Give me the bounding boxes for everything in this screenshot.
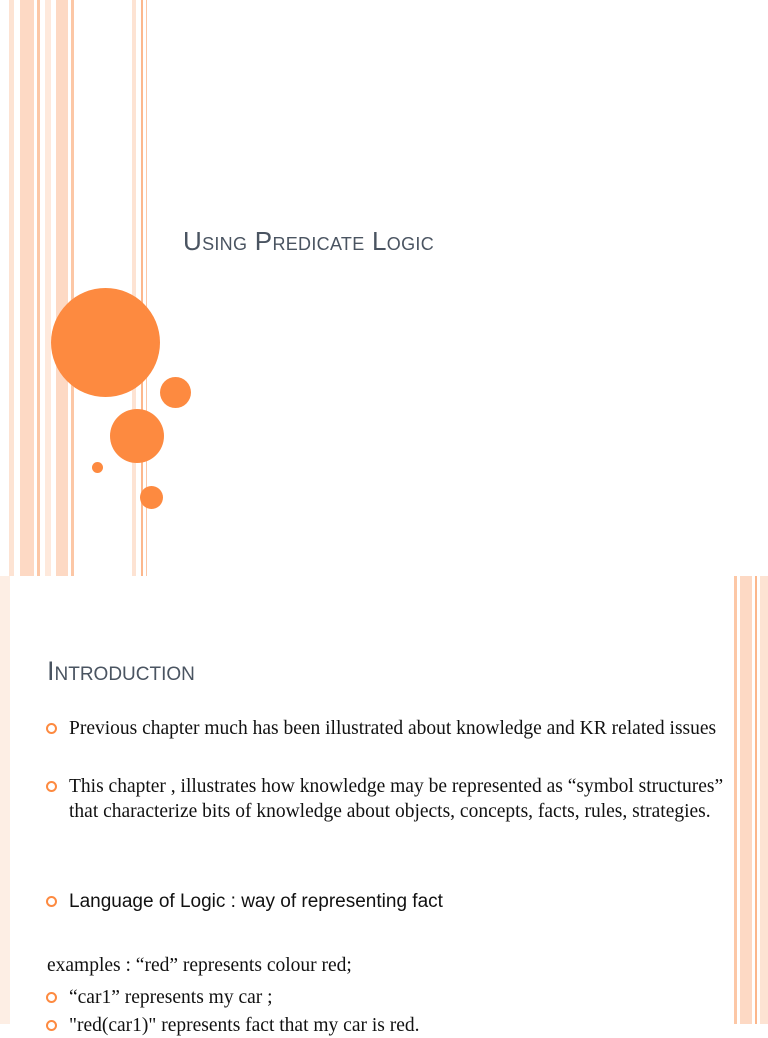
decor-stripe bbox=[37, 0, 40, 576]
decor-stripe bbox=[71, 0, 74, 576]
decor-circle-large bbox=[51, 288, 160, 397]
decor-stripe bbox=[45, 0, 51, 576]
bullet-text: Language of Logic : way of representing fact bbox=[69, 891, 443, 912]
decor-circle bbox=[160, 377, 191, 408]
bullet-item bbox=[46, 985, 736, 1010]
decor-circle bbox=[110, 409, 164, 463]
bullet-text: Previous chapter much has been illustrated about knowledge and KR related issues bbox=[69, 718, 717, 739]
decor-circle-small bbox=[92, 462, 103, 473]
bullet-text: “car1” represents my car ; bbox=[69, 987, 273, 1008]
bullet-text: This chapter , illustrates how knowledge may be represented as “symbol structures” that characterize bits of knowledge about objects, concepts, facts, rules, strategies. bbox=[69, 776, 724, 822]
decor-stripe bbox=[760, 576, 768, 1024]
bullet-item bbox=[46, 1013, 736, 1038]
bullet-icon bbox=[46, 781, 57, 792]
bullet-icon bbox=[46, 896, 57, 907]
slide-title: Using Predicate Logic bbox=[183, 226, 435, 256]
decor-stripe bbox=[56, 0, 68, 576]
decor-stripe bbox=[740, 576, 752, 1024]
bullet-icon bbox=[46, 1020, 57, 1031]
bullet-text: "red(car1)" represents fact that my car is red. bbox=[69, 1015, 420, 1036]
bullet-icon bbox=[46, 992, 57, 1003]
examples-line: examples : “red” represents colour red; bbox=[47, 955, 352, 976]
bullet-item bbox=[46, 716, 736, 741]
decor-stripe bbox=[20, 0, 34, 576]
decor-circle bbox=[140, 486, 163, 509]
bullet-item bbox=[46, 774, 736, 824]
decor-stripe bbox=[0, 576, 10, 1024]
bullet-item bbox=[46, 889, 736, 914]
decor-stripe bbox=[9, 0, 14, 576]
bullet-icon bbox=[46, 723, 57, 734]
decor-stripe bbox=[132, 0, 136, 576]
section-title: Introduction bbox=[47, 656, 195, 686]
decor-stripe bbox=[755, 576, 757, 1024]
